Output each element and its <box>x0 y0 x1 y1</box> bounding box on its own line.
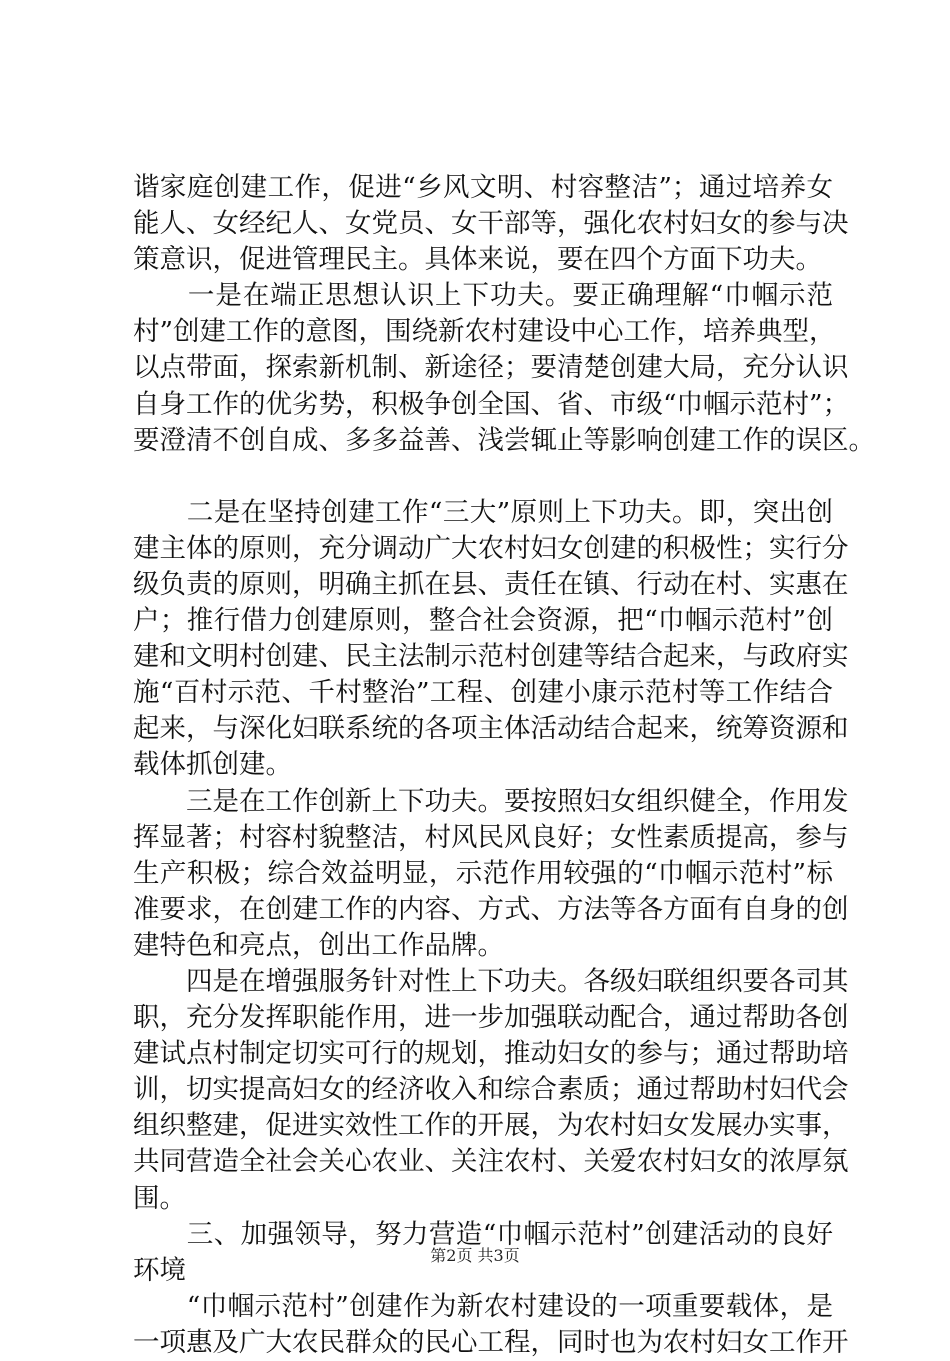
text-line: 村”创建工作的意图，围绕新农村建设中心工作，培养典型， <box>133 316 836 348</box>
text-line: 级负责的原则，明确主抓在县、责任在镇、行动在村、实惠在 <box>133 568 849 600</box>
text-line: 以点带面，探索新机制、新途径；要清楚创建大局，充分认识 <box>133 352 849 384</box>
text-line: 共同营造全社会关心农业、关注农村、关爱农村妇女的浓厚氛 <box>133 1146 849 1178</box>
text-line: 挥显著；村容村貌整洁，村风民风良好；女性素质提高，参与 <box>133 821 849 853</box>
text-line: 一是在端正思想认识上下功夫。要正确理解“巾帼示范 <box>133 280 833 312</box>
text-line: 要澄清不创自成、多多益善、浅尝辄止等影响创建工作的误区。 <box>133 424 875 456</box>
text-line: 组织整建，促进实效性工作的开展，为农村妇女发展办实事， <box>133 1110 849 1142</box>
text-line: 策意识，促进管理民主。具体来说，要在四个方面下功夫。 <box>133 244 822 276</box>
text-line: 一项惠及广大农民群众的民心工程，同时也为农村妇女工作开 <box>133 1326 849 1358</box>
text-line: 二是在坚持创建工作“三大”原则上下功夫。即，突出创 <box>133 496 833 528</box>
text-line: 谐家庭创建工作，促进“乡风文明、村容整洁”；通过培养女 <box>133 172 833 203</box>
text-line: 能人、女经纪人、女党员、女干部等，强化农村妇女的参与决 <box>133 208 849 240</box>
text-line: “巾帼示范村”创建作为新农村建设的一项重要载体，是 <box>133 1290 833 1322</box>
text-line: 四是在增强服务针对性上下功夫。各级妇联组织要各司其 <box>133 965 849 997</box>
text-line: 建试点村制定切实可行的规划，推动妇女的参与；通过帮助培 <box>133 1038 849 1070</box>
text-line: 建和文明村创建、民主法制示范村创建等结合起来，与政府实 <box>133 641 849 673</box>
text-line: 准要求，在创建工作的内容、方式、方法等各方面有自身的创 <box>133 893 849 925</box>
text-line: 自身工作的优劣势，积极争创全国、省、市级“巾帼示范村”； <box>133 388 850 420</box>
text-line: 起来，与深化妇联系统的各项主体活动结合起来，统筹资源和 <box>133 713 849 745</box>
text-line: 建主体的原则，充分调动广大农村妇女创建的积极性；实行分 <box>133 532 849 564</box>
page-footer <box>0 1243 950 1266</box>
document-body <box>133 170 875 1361</box>
text-line: 职，充分发挥职能作用，进一步加强联动配合，通过帮助各创 <box>133 1002 849 1034</box>
text-line: 三是在工作创新上下功夫。要按照妇女组织健全，作用发 <box>133 785 849 817</box>
text-line: 围。 <box>133 1182 186 1214</box>
page-number: 第2页 共3页 <box>430 1246 520 1265</box>
text-line: 建特色和亮点，创出工作品牌。 <box>133 929 504 961</box>
text-line: 训，切实提高妇女的经济收入和综合素质；通过帮助村妇代会 <box>133 1074 849 1106</box>
text-line: 生产积极；综合效益明显，示范作用较强的“巾帼示范村”标 <box>133 857 833 889</box>
section-heading-line: 环境 <box>133 1254 186 1286</box>
text-line: 户；推行借力创建原则，整合社会资源，把“巾帼示范村”创 <box>133 605 833 637</box>
paragraph-gap <box>133 459 833 495</box>
text-line: 施“百村示范、千村整治”工程、创建小康示范村等工作结合 <box>133 677 833 709</box>
section-heading-line: 三、加强领导，努力营造“巾帼示范村”创建活动的良好 <box>133 1218 833 1250</box>
text-line: 载体抓创建。 <box>133 749 292 781</box>
